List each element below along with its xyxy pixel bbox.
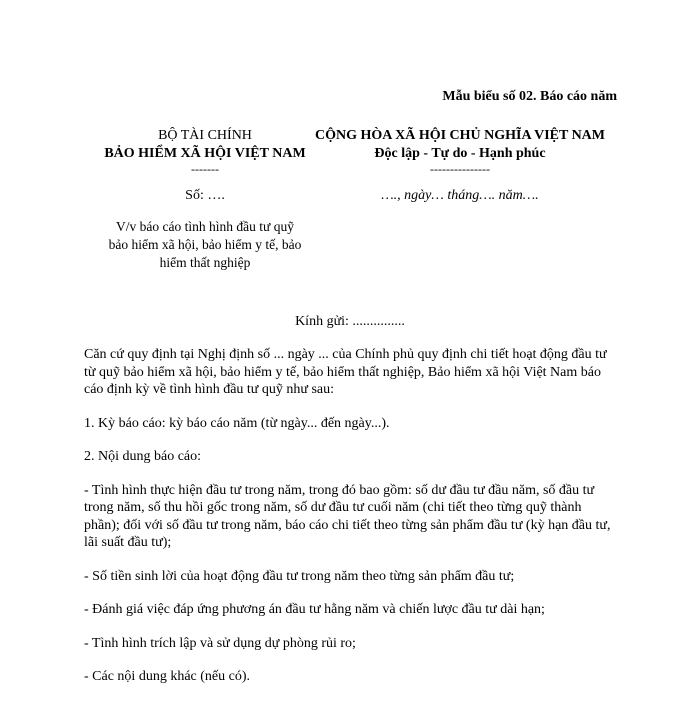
content-bullet: - Số tiền sinh lời của hoạt động đầu tư trong năm theo từng sản phẩm đầu tư; bbox=[84, 568, 515, 584]
content-bullet: - Các nội dung khác (nếu có). bbox=[84, 669, 250, 684]
agency-name: BẢO HIỂM XÃ HỘI VIỆT NAM bbox=[104, 146, 306, 161]
ministry-name: BỘ TÀI CHÍNH bbox=[158, 128, 252, 143]
national-divider: --------------- bbox=[430, 162, 490, 176]
content-bullet: - Đánh giá việc đáp ứng phương án đầu tư hằng năm và chiến lược đầu tư dài hạn; bbox=[84, 602, 545, 617]
country-name: CỘNG HÒA XÃ HỘI CHỦ NGHĨA VIỆT NAM bbox=[314, 128, 605, 143]
content-bullet: - Tình hình trích lập và sử dụng dự phòng rủi ro; bbox=[84, 635, 356, 651]
subject-line: bảo hiểm xã hội, bảo hiểm y tế, bảo bbox=[108, 237, 302, 252]
content-bullet: - Tình hình thực hiện đầu tư trong năm, trong đó bao gồm: số dư đầu tư đầu năm, số đầu tư trong năm, số thu hồi gốc trong năm, số dư đầu tư cuối năm (chi tiết theo từng quỹ thành phần); đối với số đầu tư trong năm, báo cáo chi tiết theo từng sản phẩm đầu tư (kỳ hạn đầu tư, lãi suất đầu tư); bbox=[84, 482, 611, 550]
report-body bbox=[84, 346, 618, 702]
subject-line: V/v báo cáo tình hình đầu tư quỹ bbox=[116, 219, 294, 234]
national-motto: Độc lập - Tự do - Hạnh phúc bbox=[374, 146, 546, 161]
document-subject bbox=[60, 218, 350, 272]
issuer-divider: ------- bbox=[191, 162, 219, 176]
document-number: Số: …. bbox=[185, 188, 225, 203]
intro-paragraph: Căn cứ quy định tại Nghị định số ... ngày ... của Chính phủ quy định chi tiết hoạt động đầu tư từ quỹ bảo hiểm xã hội, bảo hiểm y tế, bảo hiểm thất nghiệp, Bảo hiểm xã hội Việt Nam báo cáo định kỳ về tình hình đầu tư quỹ như sau: bbox=[84, 347, 607, 397]
recipient-line: Kính gửi: ............... bbox=[295, 314, 405, 329]
national-header bbox=[300, 127, 620, 175]
report-period-item: 1. Kỳ báo cáo: kỳ báo cáo năm (từ ngày... đến ngày...). bbox=[84, 415, 390, 431]
report-content-item: 2. Nội dung báo cáo: bbox=[84, 449, 202, 464]
subject-line: hiểm thất nghiệp bbox=[159, 255, 251, 270]
document-date: …., ngày… tháng…. năm…. bbox=[381, 188, 539, 203]
form-tag: Mẫu biểu số 02. Báo cáo năm bbox=[442, 89, 617, 104]
